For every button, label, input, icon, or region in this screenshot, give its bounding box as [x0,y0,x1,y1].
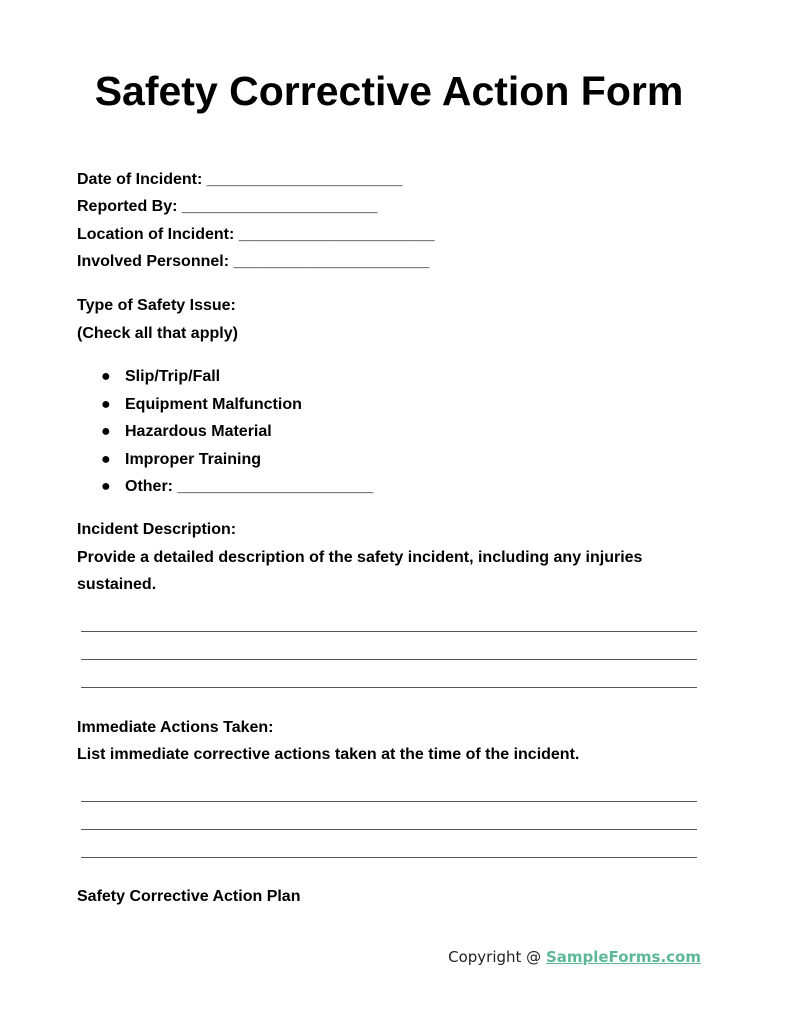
field-label: Involved Personnel: [77,253,230,270]
answer-line[interactable] [81,801,697,802]
answer-line[interactable] [81,829,697,830]
list-item-label: Other: ______________________ [125,478,374,495]
date-of-incident-field [77,170,403,190]
reported-by-field [77,197,378,217]
immediate-actions-heading: Immediate Actions Taken: [77,719,274,736]
field-blank[interactable]: ______________________ [206,171,403,188]
location-of-incident-field [77,225,435,245]
list-item[interactable] [101,395,302,415]
answer-line[interactable] [81,857,697,858]
bullet-icon: ● [101,396,111,413]
field-label: Reported By: [77,198,178,215]
bullet-icon: ● [101,423,111,440]
list-item-label: Slip/Trip/Fall [125,368,221,385]
list-item[interactable] [101,367,220,387]
action-plan-heading: Safety Corrective Action Plan [77,888,301,905]
issue-type-heading: Type of Safety Issue: [77,297,236,314]
field-label: Location of Incident: [77,226,235,243]
answer-line[interactable] [81,631,697,632]
copyright-footer [448,948,701,966]
bullet-icon: ● [101,368,111,385]
answer-line[interactable] [81,659,697,660]
list-item[interactable] [101,450,261,470]
field-label: Date of Incident: [77,171,203,188]
list-item-label: Hazardous Material [125,423,272,440]
field-blank[interactable]: ______________________ [181,198,378,215]
issue-type-note: (Check all that apply) [77,325,238,342]
involved-personnel-field [77,252,429,272]
answer-line[interactable] [81,687,697,688]
list-item[interactable] [101,422,272,442]
incident-description-prompt-cont: sustained. [77,576,157,593]
field-blank[interactable]: ______________________ [238,226,435,243]
field-blank[interactable]: ______________________ [233,253,430,270]
copyright-text: Copyright @ [448,948,546,966]
list-item-label: Improper Training [125,451,262,468]
sampleforms-link[interactable]: SampleForms.com [545,948,701,966]
list-item[interactable] [101,477,373,497]
immediate-actions-prompt: List immediate corrective actions taken at the time of the incident. [77,746,580,763]
bullet-icon: ● [101,451,111,468]
bullet-icon: ● [101,478,111,495]
list-item-label: Equipment Malfunction [125,396,302,413]
page-title: Safety Corrective Action Form [94,68,684,114]
incident-description-prompt: Provide a detailed description of the safety incident, including any injuries [77,549,643,566]
incident-description-heading: Incident Description: [77,521,237,538]
